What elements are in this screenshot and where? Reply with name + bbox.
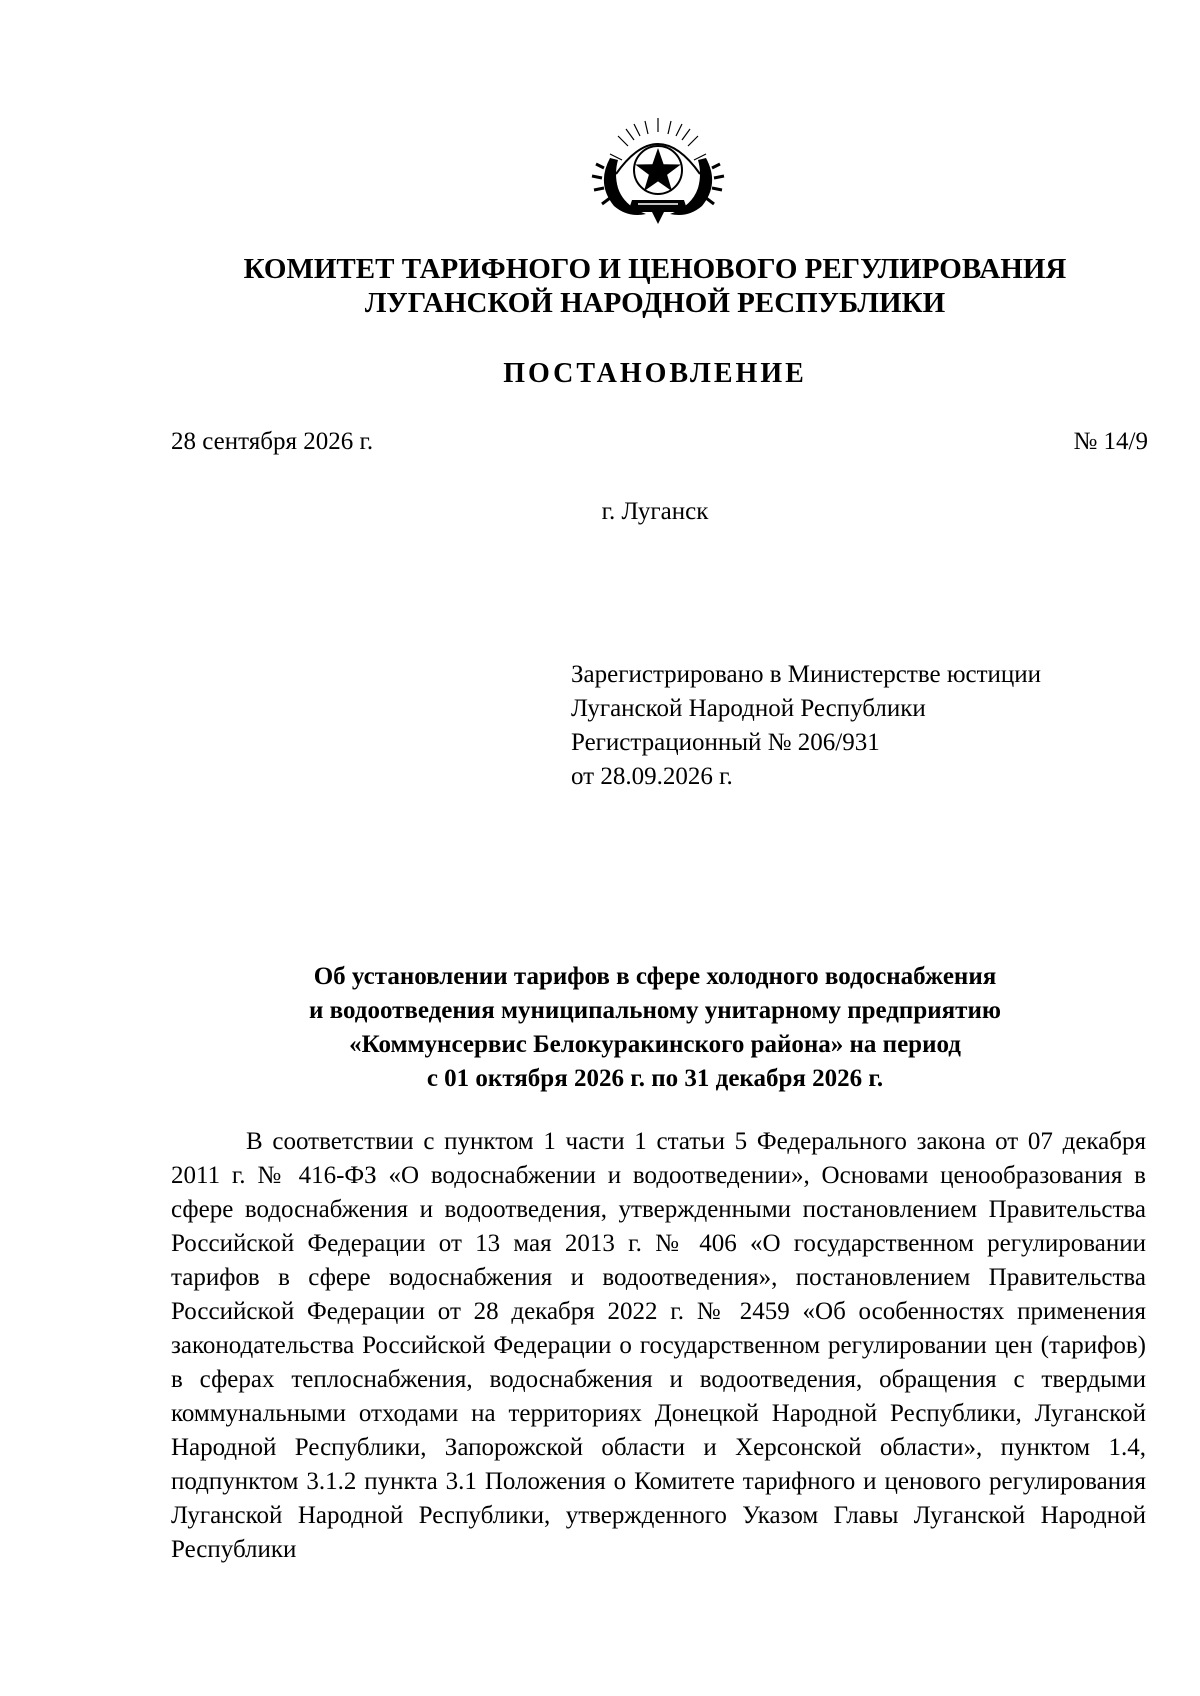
document-city: г. Луганск bbox=[601, 498, 709, 525]
title-line3: «Коммунсервис Белокуракинского района» на период bbox=[349, 1031, 961, 1058]
organization-name-line2: ЛУГАНСКОЙ НАРОДНОЙ РЕСПУБЛИКИ bbox=[364, 287, 946, 319]
registration-line2: Луганской Народной Республики bbox=[571, 695, 926, 722]
registration-line1: Зарегистрировано в Министерстве юстиции bbox=[571, 661, 1042, 688]
body-paragraph: В соответствии с пунктом 1 части 1 статьи 5 Федерального закона от 07 декабря 2011 г. № 416-ФЗ «О водоснабжении и водоотведении», Основами ценообразования в сфере водоснабжения и водоотведения, утвержденными постановлением Правительства Российской Федерации от 13 мая 2013 г. № 406 «О государственном регулировании тарифов в сфере водоснабжения и водоотведения», постановлением Правительства Российской Федерации от 28 декабря 2022 г. № 2459 «Об особенностях применения законодательства Российской Федерации о государственном регулировании цен (тарифов) в сферах теплоснабжения, водоснабжения и водоотведения, обращения с твердыми коммунальными отходами на территориях Донецкой Народной Республики, Луганской Народной Республики, Запорожской области и Херсонской области», пунктом 1.4, подпунктом 3.1.2 пункта 3.1 Положения о Комитете тарифного и ценового регулирования Луганской Народной Республики, утвержденного Указом Главы Луганской Народной Республики bbox=[171, 1128, 1146, 1563]
document-title bbox=[160, 960, 1150, 1096]
document-date: 28 сентября 2026 г. bbox=[171, 428, 374, 455]
organization-name-line1: КОМИТЕТ ТАРИФНОГО И ЦЕНОВОГО РЕГУЛИРОВАНИЯ bbox=[243, 253, 1067, 285]
organization-name bbox=[160, 252, 1150, 320]
document-type: ПОСТАНОВЛЕНИЕ bbox=[503, 358, 807, 389]
registration-line3: Регистрационный № 206/931 bbox=[571, 729, 880, 756]
registration-block bbox=[571, 658, 1041, 794]
document-number: № 14/9 bbox=[1073, 428, 1148, 455]
title-line4: с 01 октября 2026 г. по 31 декабря 2026 г. bbox=[426, 1065, 884, 1092]
registration-line4: от 28.09.2026 г. bbox=[571, 763, 733, 790]
coat-of-arms-icon bbox=[588, 114, 728, 226]
title-line1: Об установлении тарифов в сфере холодного водоснабжения bbox=[313, 963, 997, 990]
title-line2: и водоотведения муниципальному унитарному предприятию bbox=[309, 997, 1001, 1024]
